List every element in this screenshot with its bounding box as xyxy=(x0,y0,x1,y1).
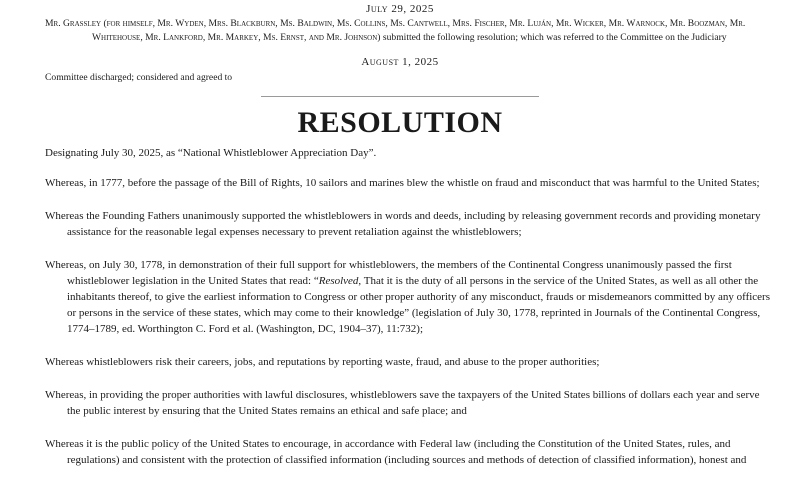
whereas-clause-3-end: , That it is the duty of all persons in the service of the United States, as well as all other the inhabitants thereof, to give the earliest information to Congress or other proper authority of any misconduct, frauds or misdemeanors committed by any officers or persons in the service of these states, which may come to their knowledge” (legislation of July 30, 1778, reprinted in Journals of the Continental Congress, 1774–1789, ed. Worthington C. Ford et al. (Washington, DC, 1904–37), 11:732); xyxy=(67,275,771,335)
whereas-clause-5: Whereas, in providing the proper authorities with lawful disclosures, whistleblowers save the taxpayers of the United States billions of dollars each year and serve the public interest by ensuring that the United States remains an ethical and safe place; and xyxy=(45,389,760,417)
sponsors-statement xyxy=(45,17,765,45)
referral-text: submitted the following resolution; which was referred to the Committee on the Judiciary xyxy=(382,32,727,43)
sponsors-names-line1: Mr. Grassley (for himself, Mr. Wyden, Mrs. Blackburn, Ms. Baldwin, Ms. Collins, Ms. Cantwell, Mrs. Fischer, Mr. Luján, Mr. Wicker, Mr. Warnock, Mr. Boozman, Mr. xyxy=(45,18,746,29)
divider-rule xyxy=(261,96,539,97)
submitted-date: July 29, 2025 xyxy=(366,3,434,15)
action-date: August 1, 2025 xyxy=(361,56,439,68)
sponsors-names-line2: Whitehouse, Mr. Lankford, Mr. Markey, Ms. Ernst, and Mr. Johnson) xyxy=(92,32,381,43)
whereas-clause-2: Whereas the Founding Fathers unanimously supported the whistleblowers in words and deeds, including by releasing government records and providing monetary assistance for the reasonable legal expenses necessary to prevent retaliation against the whistleblowers; xyxy=(45,210,761,238)
whereas-clause-1: Whereas, in 1777, before the passage of the Bill of Rights, 10 sailors and marines blew the whistle on fraud and misconduct that was harmful to the United States; xyxy=(45,177,760,189)
designation-clause: Designating July 30, 2025, as “National Whistleblower Appreciation Day”. xyxy=(45,147,377,159)
whereas-clause-6: Whereas it is the public policy of the United States to encourage, in accordance with Federal law (including the Constitution of the United States, rules, and regulations) and consistent with the protection of classified information (including sources and methods of detection of classified information), honest and xyxy=(45,438,747,466)
action-text: Committee discharged; considered and agreed to xyxy=(45,72,233,83)
sponsors-line2-wrap xyxy=(45,31,765,45)
resolution-body xyxy=(45,145,775,485)
resolved-italic: Resolved xyxy=(318,275,359,287)
whereas-clause-3 xyxy=(45,257,775,337)
whereas-clause-3-start: Whereas, on July 30, 1778, in demonstration of their full support for whistleblowers, the members of the Continental Congress unanimously passed the first whistleblower legislation in the United States that read: “ xyxy=(45,259,732,287)
document-title: RESOLUTION xyxy=(297,106,503,139)
whereas-clause-4: Whereas whistleblowers risk their careers, jobs, and reputations by reporting waste, fraud, and abuse to the proper authorities; xyxy=(45,356,600,368)
